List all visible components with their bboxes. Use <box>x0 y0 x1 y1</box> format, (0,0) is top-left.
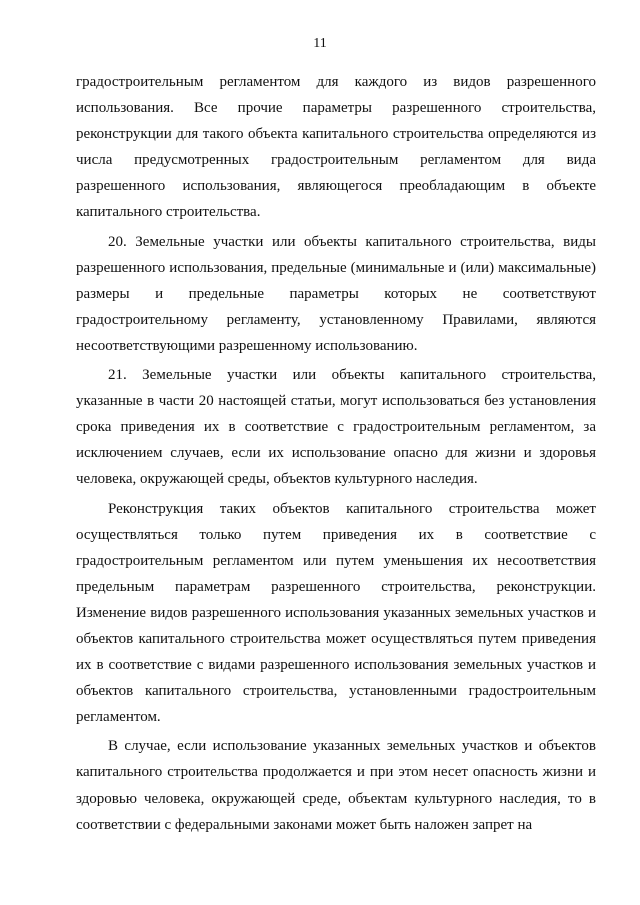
paragraph-prohibition: В случае, если использование указанных земельных участков и объектов капитального строительства продолжается и при этом несет опасность жизни и здоровью человека, окружающей среде, объектам культурного наследия, то в соответствии с федеральными законами может быть наложен запрет на <box>76 738 596 833</box>
document-body <box>76 69 596 838</box>
paragraph-item-21: 21. Земельные участки или объекты капитального строительства, указанные в части 20 настоящей статьи, могут использоваться без установления срока приведения их в соответствие с градостроительным регламентом, за исключением случаев, если их использование опасно для жизни и здоровья человека, окружающей среды, объектов культурного наследия. <box>76 367 596 488</box>
page-number: 11 <box>313 36 327 51</box>
paragraph-item-20: 20. Земельные участки или объекты капитального строительства, виды разрешенного использования, предельные (минимальные и (или) максимальные) размеры и предельные параметры которых не соответствуют градостроительному регламенту, установленному Правилами, являются несоответствующими разрешенному использованию. <box>76 233 596 354</box>
paragraph-continuation: градостроительным регламентом для каждого из видов разрешенного использования. Все прочие параметры разрешенного строительства, реконструкции для такого объекта капитального строительства определяются из числа предусмотренных градостроительным регламентом для вида разрешенного использования, являющегося преобладающим в объекте капитального строительства. <box>76 74 596 221</box>
paragraph-reconstruction: Реконструкция таких объектов капитального строительства может осуществляться только путем приведения их в соответствие с градостроительным регламентом или путем уменьшения их несоответствия предельным параметрам разрешенного строительства, реконструкции. Изменение видов разрешенного использования указанных земельных участков и объектов капитального строительства может осуществляться путем приведения их в соответствие с видами разрешенного использования земельных участков и объектов капитального строительства, установленными градостроительным регламентом. <box>76 500 596 726</box>
